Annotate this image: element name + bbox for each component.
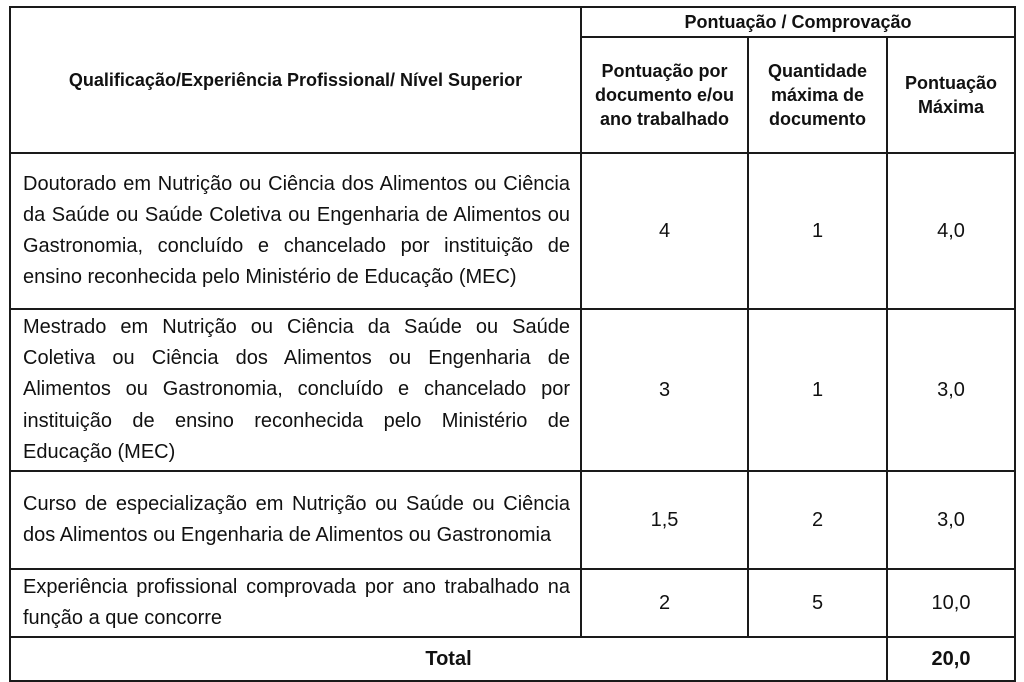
row-max-points: 10,0 — [887, 569, 1015, 637]
total-value: 20,0 — [887, 637, 1015, 681]
row-max-documents: 2 — [748, 471, 887, 569]
row-points-per-document: 3 — [581, 309, 748, 471]
row-max-documents: 5 — [748, 569, 887, 637]
table-row — [10, 309, 1015, 471]
max-points-header: Pontuação Máxima — [887, 37, 1015, 153]
row-description: Doutorado em Nutrição ou Ciência dos Alimentos ou Ciência da Saúde ou Saúde Coletiva ou Engenharia de Alimentos ou Gastronomia, concluído e chancelado por instituição de ensino reconhecida pelo Ministério de Educação (MEC) — [10, 153, 581, 309]
table-row — [10, 569, 1015, 637]
scoring-group-header: Pontuação / Comprovação — [581, 7, 1015, 37]
row-description: Curso de especialização em Nutrição ou Saúde ou Ciência dos Alimentos ou Engenharia de Alimentos ou Gastronomia — [10, 471, 581, 569]
scoring-table — [9, 6, 1016, 682]
row-description: Experiência profissional comprovada por ano trabalhado na função a que concorre — [10, 569, 581, 637]
row-max-points: 3,0 — [887, 471, 1015, 569]
row-points-per-document: 1,5 — [581, 471, 748, 569]
row-max-points: 3,0 — [887, 309, 1015, 471]
qualification-header: Qualificação/Experiência Profissional/ Nível Superior — [10, 7, 581, 153]
row-description: Mestrado em Nutrição ou Ciência da Saúde ou Saúde Coletiva ou Ciência dos Alimentos ou Engenharia de Alimentos ou Gastronomia, concluído e chancelado por instituição de ensino reconhecida pelo Ministério de Educação (MEC) — [10, 309, 581, 471]
table-row — [10, 471, 1015, 569]
points-per-document-header: Pontuação por documento e/ou ano trabalhado — [581, 37, 748, 153]
row-max-points: 4,0 — [887, 153, 1015, 309]
row-points-per-document: 2 — [581, 569, 748, 637]
total-label: Total — [10, 637, 887, 681]
row-points-per-document: 4 — [581, 153, 748, 309]
table-row — [10, 153, 1015, 309]
max-documents-header: Quantidade máxima de documento — [748, 37, 887, 153]
total-row — [10, 637, 1015, 681]
row-max-documents: 1 — [748, 309, 887, 471]
row-max-documents: 1 — [748, 153, 887, 309]
